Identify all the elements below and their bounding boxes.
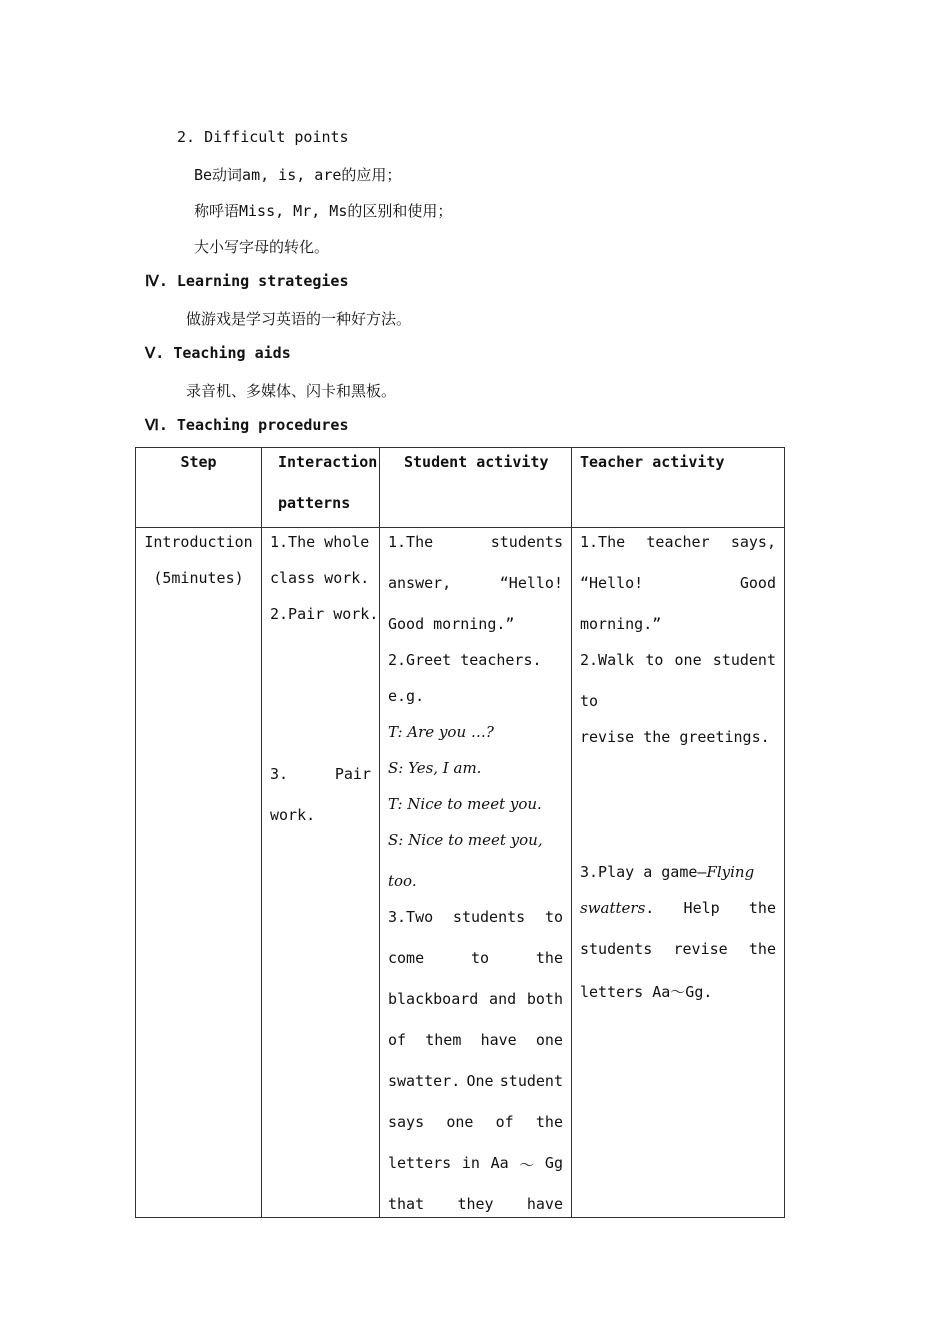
word: one xyxy=(446,1113,474,1131)
header-cell-interaction xyxy=(262,448,380,528)
student-line xyxy=(388,1195,563,1213)
word: 2.Walk xyxy=(580,651,635,669)
step-name: Introduction xyxy=(144,533,253,551)
header-step-label: Step xyxy=(180,453,217,471)
word: of xyxy=(388,1031,407,1049)
header-teacher-label: Teacher activity xyxy=(580,453,725,471)
section-numeral: Ⅵ. xyxy=(145,416,168,434)
word: that xyxy=(388,1195,425,1213)
word: student xyxy=(499,1072,563,1090)
student-line xyxy=(388,908,563,926)
student-line xyxy=(388,1031,563,1049)
cell-student-activity xyxy=(380,528,572,1218)
word: “Hello! xyxy=(580,574,644,592)
interaction-line: work. xyxy=(270,806,316,824)
word: 3.Two xyxy=(388,908,434,926)
word: letters xyxy=(388,1154,452,1172)
table-header-row xyxy=(136,448,785,528)
word: to xyxy=(544,908,563,926)
word: the xyxy=(748,940,776,958)
word: 1.The xyxy=(388,533,434,551)
word: says, xyxy=(730,533,776,551)
student-line xyxy=(388,574,563,592)
header-interaction-label: patterns xyxy=(278,494,351,512)
game-name: Flying xyxy=(706,863,755,881)
word: blackboard xyxy=(388,990,479,1008)
word: answer, xyxy=(388,574,452,592)
word: Good xyxy=(739,574,776,592)
difficult-points-heading: 2. Difficult points xyxy=(177,128,349,146)
teacher-line: letters Aa～Gg. xyxy=(580,983,713,1001)
interaction-line: 2.Pair work. xyxy=(270,605,379,623)
word: one xyxy=(535,1031,563,1049)
section-heading-learning-strategies xyxy=(145,272,349,290)
dialogue-line: S: Nice to meet you, xyxy=(388,831,543,849)
game-name: swatters xyxy=(580,899,646,917)
student-line xyxy=(388,1072,563,1090)
teacher-line xyxy=(580,574,776,592)
header-student-label: Student activity xyxy=(404,453,549,471)
word: Pair xyxy=(334,765,371,783)
word: to xyxy=(470,949,490,967)
header-interaction-label: Interaction xyxy=(278,453,378,471)
student-line xyxy=(388,533,563,551)
header-cell-teacher xyxy=(572,448,785,528)
student-line: e.g. xyxy=(388,687,425,705)
word: have xyxy=(526,1195,563,1213)
interaction-line: class work. xyxy=(270,569,370,587)
student-line xyxy=(388,949,563,967)
word: revise xyxy=(673,940,728,958)
teacher-line xyxy=(580,533,776,551)
section-heading-teaching-procedures xyxy=(145,416,349,434)
student-line: 2.Greet teachers. xyxy=(388,651,542,669)
word: “Hello! xyxy=(499,574,563,592)
difficult-point-item: 大小写字母的转化。 xyxy=(194,238,330,256)
learning-strategies-text: 做游戏是学习英语的一种好方法。 xyxy=(186,310,412,328)
word: the xyxy=(535,949,563,967)
student-line xyxy=(388,1154,563,1175)
word: teacher xyxy=(646,533,710,551)
cell-interaction xyxy=(262,528,380,1218)
teacher-line xyxy=(580,651,776,669)
teacher-line xyxy=(580,940,776,958)
teaching-aids-text: 录音机、多媒体、闪卡和黑板。 xyxy=(186,382,397,400)
section-numeral: Ⅳ. xyxy=(145,272,168,290)
word: the xyxy=(535,1113,563,1131)
word: 3. xyxy=(270,765,289,783)
word: the xyxy=(748,899,776,917)
word: Help xyxy=(683,899,720,917)
header-cell-student xyxy=(380,448,572,528)
word: they xyxy=(457,1195,494,1213)
header-cell-step xyxy=(136,448,262,528)
word: Aa xyxy=(490,1154,509,1172)
teacher-line: to xyxy=(580,692,599,710)
word: 1.The xyxy=(580,533,626,551)
word: them xyxy=(425,1031,462,1049)
text-segment: . xyxy=(645,899,655,917)
section-numeral: Ⅴ. xyxy=(145,344,165,362)
teacher-line xyxy=(580,899,776,917)
word: students xyxy=(452,908,526,926)
difficult-point-item: 称呼语Miss, Mr, Ms的区别和使用； xyxy=(194,202,453,220)
difficult-point-item: Be动词am, is, are的应用； xyxy=(194,166,402,184)
teacher-line xyxy=(580,863,776,881)
student-line xyxy=(388,990,563,1008)
dialogue-line: T: Nice to meet you. xyxy=(388,795,542,813)
word: come xyxy=(388,949,425,967)
text-segment: 3.Play a game— xyxy=(580,863,707,881)
word: of xyxy=(495,1113,514,1131)
word: and xyxy=(489,990,517,1008)
word: both xyxy=(526,990,563,1008)
dialogue-line: too. xyxy=(388,872,417,890)
dialogue-line: T: Are you …? xyxy=(388,723,494,741)
teacher-line: morning.” xyxy=(580,615,662,633)
cell-step xyxy=(136,528,262,1218)
word: students xyxy=(580,940,653,958)
section-title: Learning strategies xyxy=(176,272,349,290)
table-row xyxy=(136,528,785,1218)
section-title: Teaching aids xyxy=(173,344,291,362)
word: Gg xyxy=(544,1154,563,1172)
word: One xyxy=(466,1072,494,1090)
student-line xyxy=(388,1113,563,1131)
word: one xyxy=(674,651,702,669)
teaching-procedures-table xyxy=(135,447,785,1218)
cell-teacher-activity xyxy=(572,528,785,1218)
step-duration: (5minutes) xyxy=(153,569,244,587)
interaction-line xyxy=(270,765,371,783)
word: have xyxy=(480,1031,517,1049)
word: swatter. xyxy=(388,1072,461,1090)
word: student xyxy=(712,651,776,669)
word: in xyxy=(461,1154,480,1172)
dialogue-line: S: Yes, I am. xyxy=(388,759,482,777)
teacher-line: revise the greetings. xyxy=(580,728,770,746)
word: says xyxy=(388,1113,425,1131)
section-title: Teaching procedures xyxy=(176,416,349,434)
word: students xyxy=(490,533,563,551)
word: ～ xyxy=(519,1156,535,1174)
interaction-line: 1.The whole xyxy=(270,533,370,551)
section-heading-teaching-aids xyxy=(145,344,291,362)
student-line: Good morning.” xyxy=(388,615,515,633)
word: to xyxy=(645,651,664,669)
